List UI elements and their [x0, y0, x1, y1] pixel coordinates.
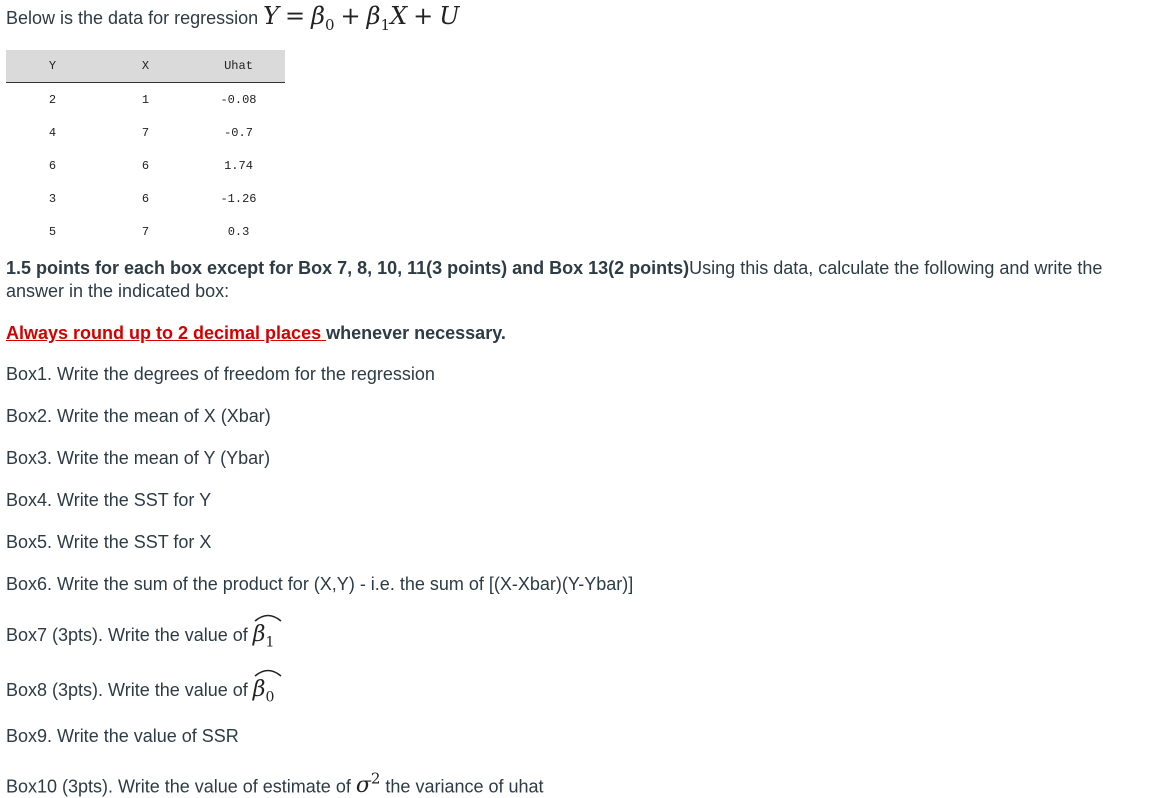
eq-beta1-sub: 1 [380, 15, 391, 34]
rounding-instructions [6, 322, 1146, 345]
question-box3: Box3. Write the mean of Y (Ybar) [6, 448, 271, 468]
beta0-symbol: β [252, 677, 266, 702]
eq-beta1: β [366, 2, 381, 30]
eq-y: Y [263, 2, 279, 30]
question-box1: Box1. Write the degrees of freedom for the regression [6, 364, 435, 384]
cell-y: 3 [48, 191, 57, 206]
header-y: Y [6, 50, 99, 83]
question-box8 [6, 673, 274, 705]
eq-x: X [390, 2, 408, 30]
points-bold: 1.5 points for each box except for Box 7, 8, 10, 11(3 points) and Box 13(2 points) [6, 258, 690, 278]
question-box5: Box5. Write the SST for X [6, 532, 212, 552]
points-instructions [6, 257, 1146, 303]
cell-y: 5 [48, 224, 57, 239]
hat-accent-icon [253, 612, 283, 622]
table-row [6, 182, 285, 215]
eq-u: U [439, 2, 460, 30]
box10-text-pre: Box10 (3pts). Write the value of estimate of [6, 776, 356, 797]
cell-x: 6 [141, 158, 150, 173]
table-row [6, 215, 285, 248]
beta0-sub: 0 [265, 689, 275, 706]
sigma-sup: 2 [370, 770, 381, 788]
cell-x: 7 [141, 224, 150, 239]
question-box9: Box9. Write the value of SSR [6, 726, 239, 746]
eq-beta0: β [311, 2, 325, 30]
box7-text: Box7 (3pts). Write the value of [6, 625, 253, 645]
header-uhat: Uhat [192, 50, 285, 83]
box8-text: Box8 (3pts). Write the value of [6, 680, 253, 700]
cell-y: 4 [48, 125, 57, 140]
box10-text-post: the variance of uhat [380, 776, 544, 797]
eq-equals: = [285, 2, 306, 30]
cell-uhat: 1.74 [224, 158, 253, 173]
cell-x: 7 [141, 125, 150, 140]
cell-uhat: -0.08 [220, 92, 257, 107]
header-x: X [99, 50, 192, 83]
table-row [6, 149, 285, 182]
cell-uhat: -1.26 [220, 191, 257, 206]
question-box4: Box4. Write the SST for Y [6, 490, 212, 510]
beta1-hat-symbol [253, 618, 275, 650]
table-row [6, 116, 285, 149]
intro-text: Below is the data for regression [6, 8, 259, 28]
sigma-symbol: σ [355, 773, 371, 798]
cell-uhat: -0.7 [224, 125, 253, 140]
data-table [6, 50, 285, 248]
table-row [6, 83, 285, 117]
beta1-symbol: β [252, 622, 266, 647]
question-box6: Box6. Write the sum of the product for (X,Y) - i.e. the sum of [(X-Xbar)(Y-Ybar)] [6, 574, 634, 594]
rounding-link[interactable]: Always round up to 2 decimal places [6, 323, 327, 343]
question-box7 [6, 618, 274, 650]
rounding-rest: whenever necessary. [326, 323, 506, 343]
question-box10 [6, 770, 544, 798]
sigma-squared-symbol [355, 770, 381, 798]
question-box2: Box2. Write the mean of X (Xbar) [6, 406, 271, 426]
cell-x: 6 [141, 191, 150, 206]
eq-plus-2: + [413, 2, 434, 30]
cell-x: 1 [141, 92, 150, 107]
intro-line [6, 2, 460, 34]
regression-equation [263, 2, 460, 34]
cell-uhat: 0.3 [227, 224, 250, 239]
cell-y: 2 [48, 92, 57, 107]
points-rest: Using this data, calculate the following and write the answer in the indicated box: [6, 258, 1103, 301]
table-header-row [6, 50, 285, 83]
hat-accent-icon [253, 667, 283, 677]
beta0-hat-symbol [253, 673, 275, 705]
beta1-sub: 1 [265, 634, 275, 651]
cell-y: 6 [48, 158, 57, 173]
eq-plus-1: + [340, 2, 361, 30]
eq-beta0-sub: 0 [324, 15, 335, 34]
